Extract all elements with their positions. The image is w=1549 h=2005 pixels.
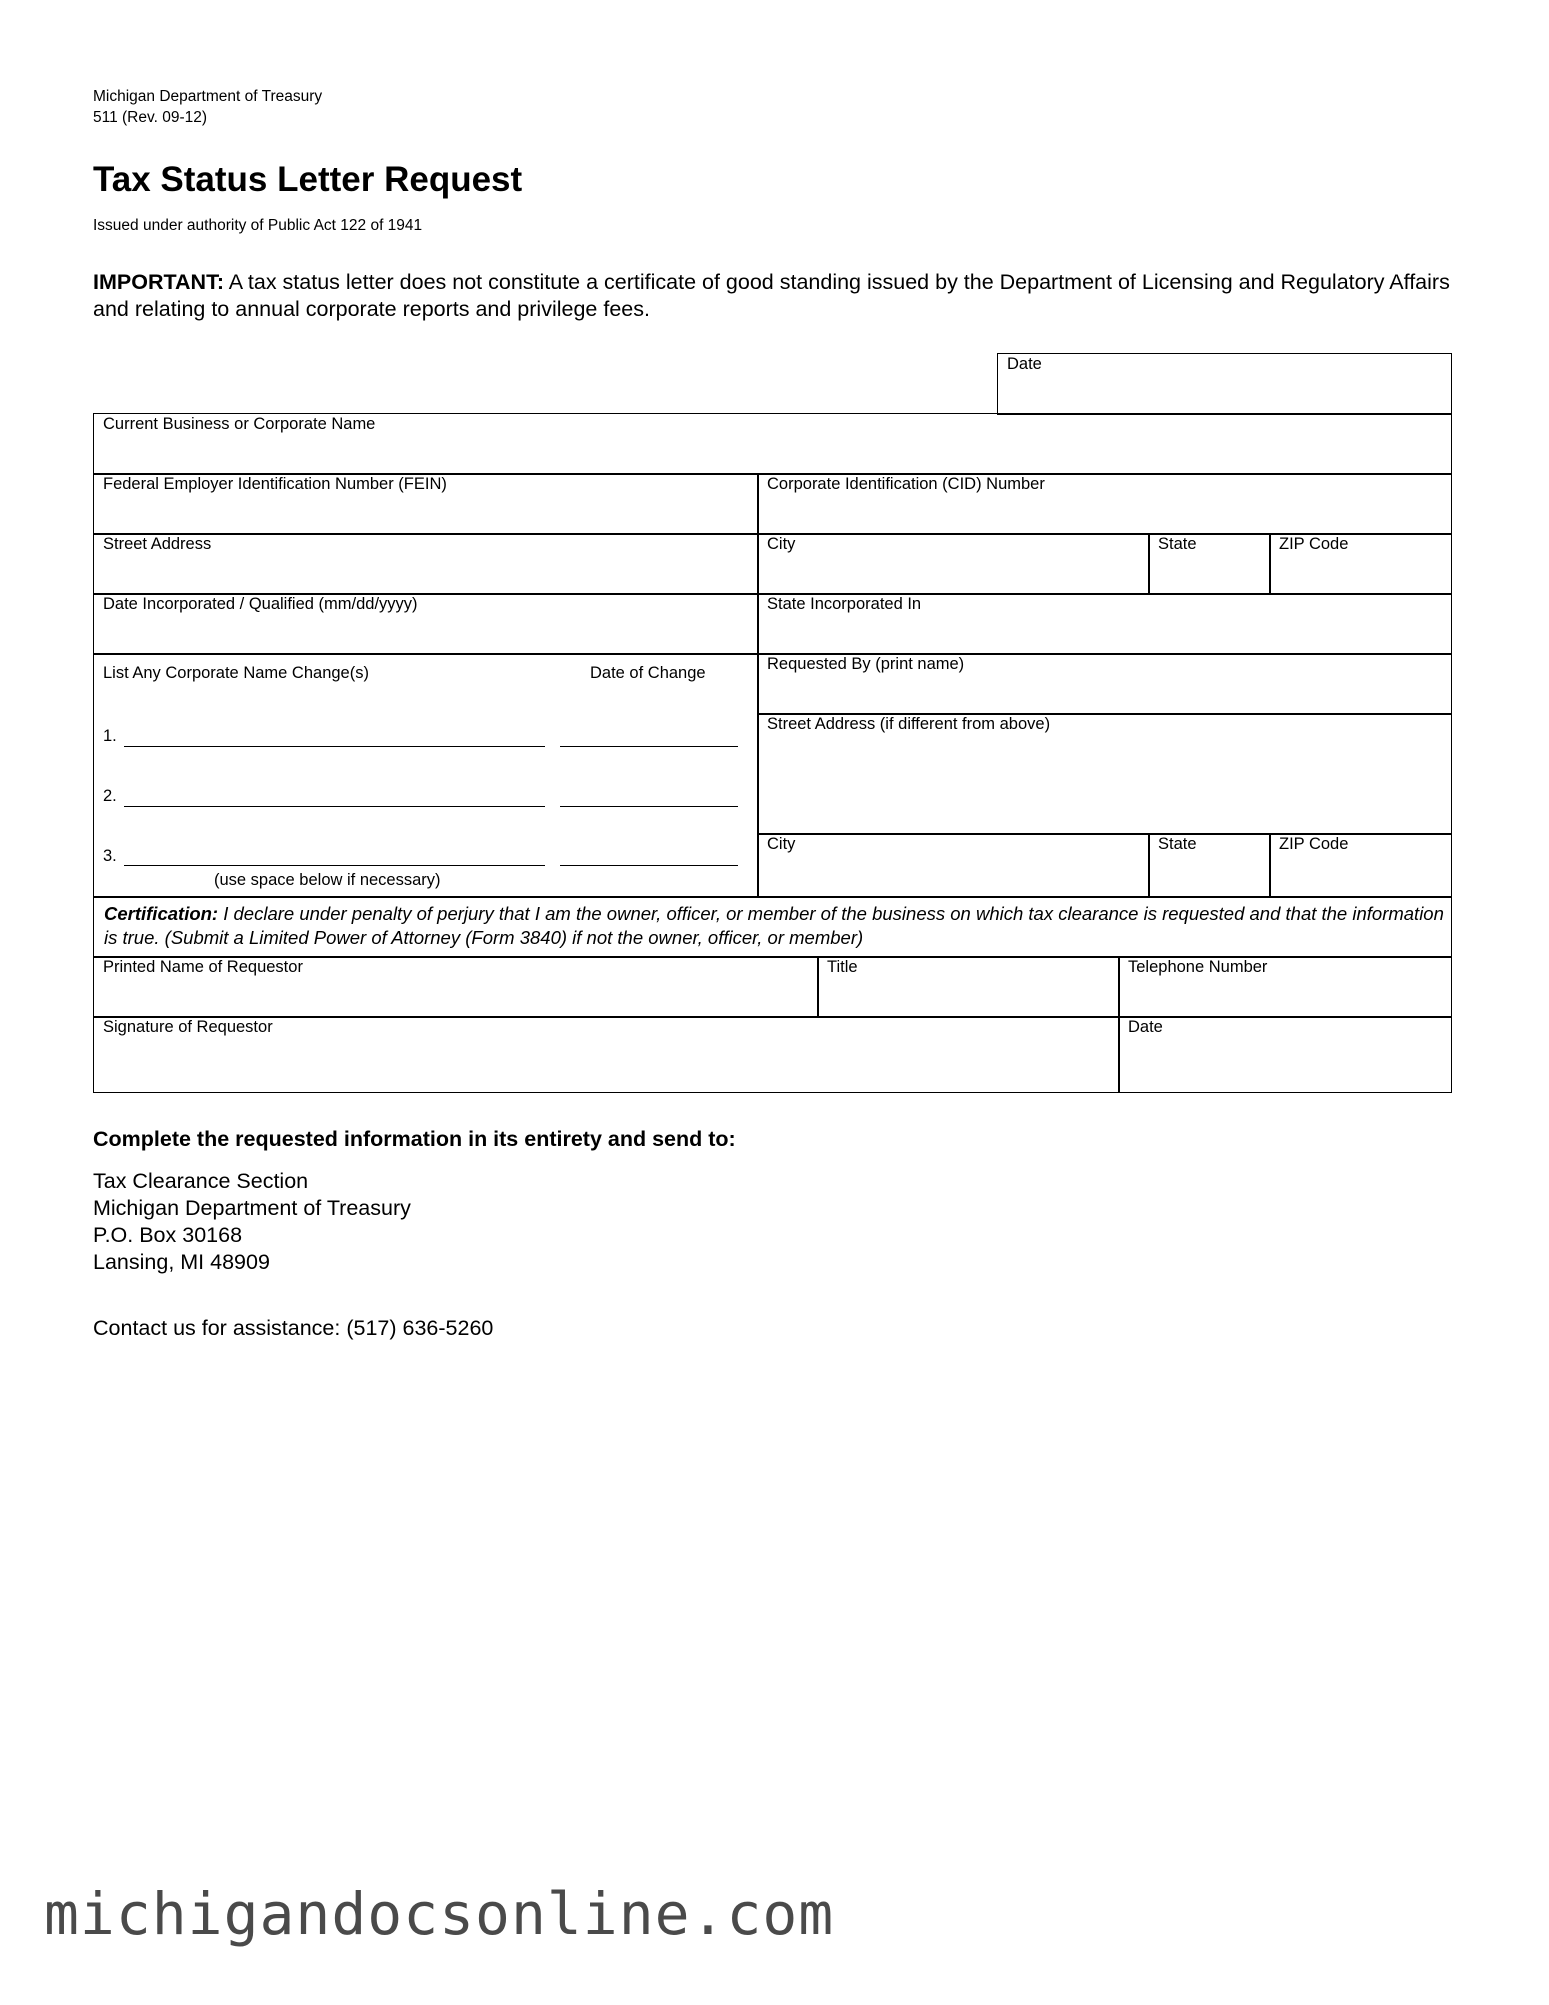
title-label: Title xyxy=(827,958,858,976)
cid-label: Corporate Identification (CID) Number xyxy=(767,475,1045,493)
watermark: michigandocsonline.com xyxy=(44,1880,835,1948)
name-changes-label: List Any Corporate Name Change(s) xyxy=(103,664,369,682)
requested-by-label: Requested By (print name) xyxy=(767,655,965,673)
state-field[interactable] xyxy=(1148,533,1271,595)
state-incorporated-label: State Incorporated In xyxy=(767,595,922,613)
important-label: IMPORTANT: xyxy=(93,270,224,294)
street-address-alt-label: Street Address (if different from above) xyxy=(767,715,1051,733)
date-change-line-3[interactable] xyxy=(560,865,738,866)
date-label: Date xyxy=(1007,355,1042,373)
date-field[interactable] xyxy=(997,353,1452,415)
fein-label: Federal Employer Identification Number (FEIN) xyxy=(103,475,447,493)
business-name-label: Current Business or Corporate Name xyxy=(103,415,376,433)
address-line-2: Michigan Department of Treasury xyxy=(93,1196,411,1220)
name-change-number: 1. xyxy=(103,727,117,745)
zip-label-2: ZIP Code xyxy=(1279,835,1349,853)
contact-info: Contact us for assistance: (517) 636-5260 xyxy=(93,1316,494,1340)
city-field-2[interactable] xyxy=(757,833,1150,898)
form-number: 511 (Rev. 09-12) xyxy=(93,109,208,126)
street-address-field[interactable] xyxy=(93,533,759,595)
address-line-3: P.O. Box 30168 xyxy=(93,1223,243,1247)
telephone-field[interactable] xyxy=(1118,956,1452,1018)
state-field-2[interactable] xyxy=(1148,833,1271,898)
date-of-change-label: Date of Change xyxy=(590,664,706,682)
requested-by-field[interactable] xyxy=(757,653,1452,715)
signature-date-field[interactable] xyxy=(1118,1016,1452,1093)
signature-field[interactable] xyxy=(93,1016,1120,1093)
signature-date-label: Date xyxy=(1128,1018,1163,1036)
city-label-2: City xyxy=(767,835,796,853)
date-incorporated-field[interactable] xyxy=(93,593,759,655)
state-label: State xyxy=(1158,535,1197,553)
cid-field[interactable] xyxy=(757,473,1452,535)
zip-label: ZIP Code xyxy=(1279,535,1349,553)
use-space-note: (use space below if necessary) xyxy=(214,871,441,889)
fein-field[interactable] xyxy=(93,473,759,535)
name-change-line-2[interactable] xyxy=(124,806,545,807)
business-name-field[interactable] xyxy=(93,413,1452,475)
certification-text xyxy=(104,902,1460,950)
zip-field-2[interactable] xyxy=(1269,833,1452,898)
date-change-line-1[interactable] xyxy=(560,746,738,747)
telephone-label: Telephone Number xyxy=(1128,958,1268,976)
printed-name-field[interactable] xyxy=(93,956,819,1018)
authority-note: Issued under authority of Public Act 122 of 1941 xyxy=(93,217,423,234)
certification-body: I declare under penalty of perjury that I am the owner, officer, or member of the business on which tax clearance is requested and that the information is true. (Submit a Limited Power of Attorney (Form 3840) if not the owner, officer, or member) xyxy=(104,903,1444,948)
certification-label: Certification: xyxy=(104,903,219,924)
street-address-alt-field[interactable] xyxy=(757,713,1452,835)
zip-field[interactable] xyxy=(1269,533,1452,595)
important-text: A tax status letter does not constitute a certificate of good standing issued by the Department of Licensing and Regulatory Affairs and relating to annual corporate reports and privilege fees. xyxy=(93,270,1450,321)
title-field[interactable] xyxy=(817,956,1120,1018)
date-change-line-2[interactable] xyxy=(560,806,738,807)
name-change-line-1[interactable] xyxy=(124,746,545,747)
name-change-number: 2. xyxy=(103,787,117,805)
address-line-1: Tax Clearance Section xyxy=(93,1169,309,1193)
name-changes-section xyxy=(93,653,759,898)
printed-name-label: Printed Name of Requestor xyxy=(103,958,303,976)
state-label-2: State xyxy=(1158,835,1197,853)
date-incorporated-label: Date Incorporated / Qualified (mm/dd/yyyy) xyxy=(103,595,418,613)
name-change-number: 3. xyxy=(103,847,117,865)
name-change-line-3[interactable] xyxy=(124,865,545,866)
page-title: Tax Status Letter Request xyxy=(93,160,523,199)
city-label: City xyxy=(767,535,796,553)
agency-name: Michigan Department of Treasury xyxy=(93,88,323,105)
signature-label: Signature of Requestor xyxy=(103,1018,273,1036)
city-field[interactable] xyxy=(757,533,1150,595)
state-incorporated-field[interactable] xyxy=(757,593,1452,655)
address-line-4: Lansing, MI 48909 xyxy=(93,1250,270,1274)
street-address-label: Street Address xyxy=(103,535,212,553)
important-notice xyxy=(93,269,1463,323)
send-instructions: Complete the requested information in its entirety and send to: xyxy=(93,1127,736,1151)
